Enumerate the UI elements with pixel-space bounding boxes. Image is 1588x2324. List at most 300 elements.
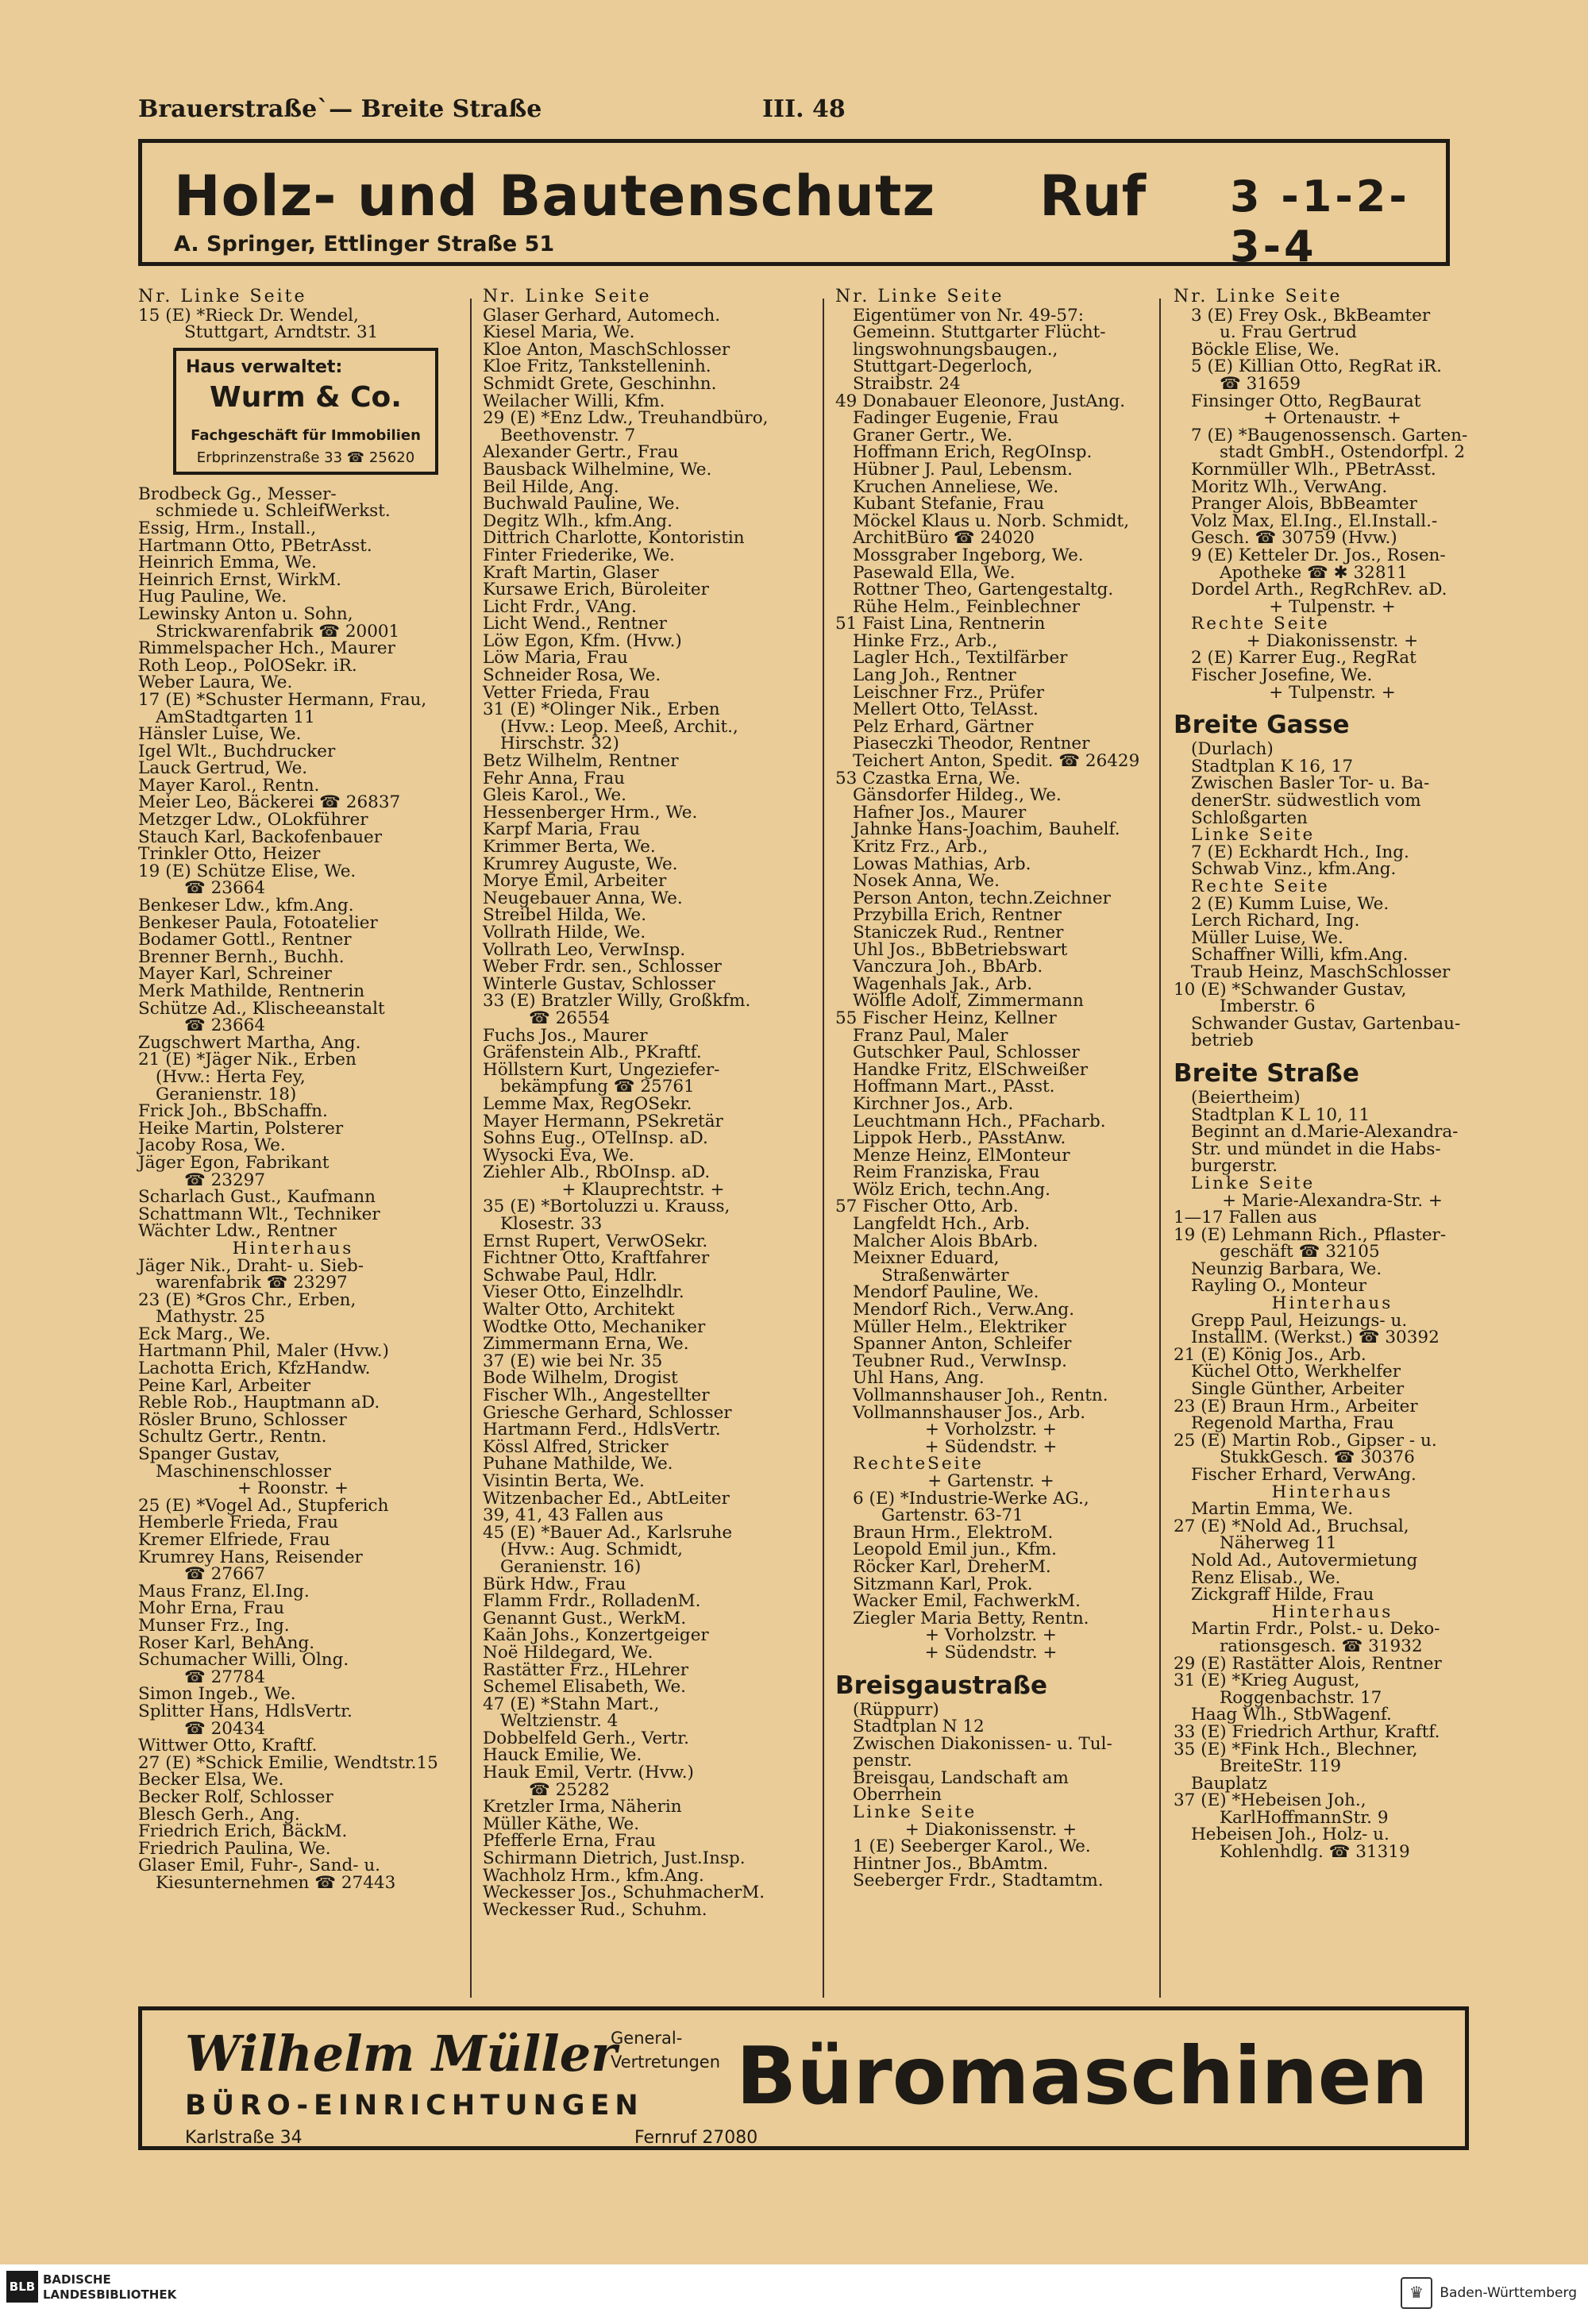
directory-line: Puhane Mathilde, We. xyxy=(483,1454,673,1474)
directory-line: Geranienstr. 18) xyxy=(156,1084,297,1104)
directory-line: Krumrey Hans, Reisender xyxy=(138,1547,363,1567)
directory-line: Rechte Seite xyxy=(1191,614,1330,634)
directory-line: Handke Fritz, ElSchweißer xyxy=(853,1059,1089,1080)
directory-line: Dordel Arth., RegRchRev. aD. xyxy=(1191,580,1447,600)
directory-line: Flamm Frdr., RolladenM. xyxy=(483,1591,701,1612)
directory-line: Hebeisen Joh., Holz- u. xyxy=(1191,1825,1390,1845)
directory-line: schmiede u. SchleifWerkst. xyxy=(156,501,391,522)
directory-line: Grepp Paul, Heizungs- u. xyxy=(1191,1310,1408,1331)
directory-line: Spanner Anton, Schleifer xyxy=(853,1334,1072,1355)
directory-line: Winterle Gustav, Schlosser xyxy=(483,973,715,994)
directory-line: Hinterhaus xyxy=(1271,1601,1393,1622)
directory-line: 37 (E) wie bei Nr. 35 xyxy=(483,1351,663,1371)
directory-line: lingswohnungsbaugen., xyxy=(853,339,1058,360)
directory-line: Lagler Hch., Textilfärber xyxy=(853,648,1068,669)
directory-line: 21 (E) *Jäger Nik., Erben xyxy=(138,1050,357,1070)
directory-line: Mayer Hermann, PSekretär xyxy=(483,1111,723,1131)
directory-line: Walter Otto, Architekt xyxy=(483,1300,675,1320)
directory-line: Wodtke Otto, Mechaniker xyxy=(483,1316,706,1337)
directory-line: Weber Frdr. sen., Schlosser xyxy=(483,957,722,977)
directory-line: (Hvw.: Leop. Meeß, Archit., xyxy=(500,716,738,737)
directory-line: Vollrath Leo, VerwInsp. xyxy=(483,939,686,960)
directory-line: Fischer Josefine, We. xyxy=(1191,665,1373,686)
directory-line: Eigentümer von Nr. 49-57: xyxy=(853,305,1085,326)
directory-line: Roth Leop., PolOSekr. iR. xyxy=(138,655,357,676)
directory-line: Visintin Berta, We. xyxy=(483,1470,645,1491)
directory-line: Vollmannshauser Jos., Arb. xyxy=(853,1402,1086,1423)
directory-line: Spanger Gustav, xyxy=(138,1444,280,1465)
directory-line: Mathystr. 25 xyxy=(156,1307,266,1328)
directory-line: 5 (E) Killian Otto, RegRat iR. xyxy=(1191,357,1442,377)
directory-line: Schwabe Paul, Hdlr. xyxy=(483,1265,658,1285)
directory-line: Schwab Vinz., kfm.Ang. xyxy=(1191,859,1397,880)
directory-line: 25 (E) Martin Rob., Gipser - u. xyxy=(1174,1430,1437,1451)
directory-line: Breite Gasse xyxy=(1174,711,1350,740)
directory-line: Löw Egon, Kfm. (Hvw.) xyxy=(483,630,682,651)
directory-line: Alexander Gertr., Frau xyxy=(483,442,679,463)
directory-line: 25 (E) *Vogel Ad., Stupferich xyxy=(138,1495,389,1516)
directory-line: 45 (E) *Bauer Ad., Karlsruhe xyxy=(483,1522,733,1543)
directory-line: Metzger Ldw., OLokführer xyxy=(138,810,368,831)
directory-line: Krimmer Berta, We. xyxy=(483,837,656,857)
directory-line: Streibel Hilda, We. xyxy=(483,905,647,926)
directory-line: Rastätter Frz., HLehrer xyxy=(483,1659,689,1680)
directory-line: Kretzler Irma, Näherin xyxy=(483,1797,682,1817)
directory-line: 51 Faist Lina, Rentnerin xyxy=(835,614,1046,634)
directory-line: Lachotta Erich, KfzHandw. xyxy=(138,1359,371,1379)
column-3 xyxy=(835,288,1147,1890)
directory-line: 10 (E) *Schwander Gustav, xyxy=(1174,979,1407,1000)
directory-line: Vetter Frieda, Frau xyxy=(483,682,650,703)
directory-line: Zugschwert Martha, Ang. xyxy=(138,1032,361,1053)
directory-line: 19 (E) Lehmann Rich., Pflaster- xyxy=(1174,1224,1447,1245)
directory-line: betrieb xyxy=(1191,1031,1254,1051)
directory-line: Kruchen Anneliese, We. xyxy=(853,476,1059,497)
directory-line: Kiesel Maria, We. xyxy=(483,322,635,343)
directory-line: Nosek Anna, We. xyxy=(853,871,1000,892)
directory-line: Nr. Linke Seite xyxy=(835,287,1004,306)
directory-line: Lemme Max, RegOSekr. xyxy=(483,1093,692,1114)
directory-line: Straßenwärter xyxy=(881,1265,1009,1285)
directory-line: Linke Seite xyxy=(1191,825,1316,846)
directory-line: Vollmannshauser Joh., Rentn. xyxy=(853,1386,1108,1405)
directory-line: Hübner J. Paul, Lebensm. xyxy=(853,459,1073,480)
directory-line: Pfefferle Erna, Frau xyxy=(483,1831,657,1852)
directory-line: Straibstr. 24 xyxy=(853,373,961,394)
directory-line: Lang Joh., Rentner xyxy=(853,665,1016,686)
directory-line: 9 (E) Ketteler Dr. Jos., Rosen- xyxy=(1191,545,1446,565)
directory-line: Hinke Frz., Arb., xyxy=(853,630,998,651)
directory-line: Beethovenstr. 7 xyxy=(500,425,636,445)
directory-line: Martin Emma, We. xyxy=(1191,1499,1354,1520)
directory-line: Zwischen Diakonissen- u. Tul- xyxy=(853,1733,1112,1754)
bottom-ad-address: Karlstraße 34 xyxy=(185,2128,303,2148)
column-4 xyxy=(1174,288,1491,1861)
directory-line: Buchwald Pauline, We. xyxy=(483,494,680,515)
directory-line: Karpf Maria, Frau xyxy=(483,819,641,840)
directory-line: Oberrhein xyxy=(853,1785,942,1806)
directory-line: Schattmann Wlt., Techniker xyxy=(138,1204,380,1224)
directory-line: burgerstr. xyxy=(1191,1156,1278,1177)
directory-line: Str. und mündet in die Habs- xyxy=(1191,1139,1441,1159)
directory-line: Benkeser Paula, Fotoatelier xyxy=(138,912,378,933)
directory-line: Kremer Elfriede, Frau xyxy=(138,1530,330,1550)
directory-line: 33 (E) Friedrich Arthur, Kraftf. xyxy=(1174,1721,1440,1742)
directory-line: Löw Maria, Frau xyxy=(483,648,628,669)
directory-line: Haag Wlh., StbWagenf. xyxy=(1191,1705,1392,1725)
directory-line: + Vorholzstr. + xyxy=(925,1420,1057,1440)
directory-line: Finsinger Otto, RegBaurat xyxy=(1191,391,1421,411)
directory-line: Wacker Emil, FachwerkM. xyxy=(853,1591,1081,1612)
directory-line: bekämpfung ☎ 25761 xyxy=(500,1077,695,1097)
directory-line: Fischer Wlh., Angestellter xyxy=(483,1386,710,1405)
directory-line: Schütze Ad., Klischeeanstalt xyxy=(138,998,385,1019)
directory-line: Beginnt an d.Marie-Alexandra- xyxy=(1191,1122,1459,1143)
directory-line: Gartenstr. 63-71 xyxy=(881,1505,1023,1526)
blb-logo-icon: BLB xyxy=(6,2271,38,2303)
hausverwaltung-ad xyxy=(173,348,438,475)
directory-line: Schultz Gertr., Rentn. xyxy=(138,1427,327,1447)
directory-line: + Diakonissenstr. + xyxy=(904,1819,1077,1840)
library-name xyxy=(43,2272,176,2303)
directory-line: Nr. Linke Seite xyxy=(1174,287,1343,306)
directory-line: Bauplatz xyxy=(1191,1773,1267,1794)
directory-line: Ziegler Maria Betty, Rentn. xyxy=(853,1608,1089,1628)
directory-line: ☎ 23664 xyxy=(184,878,266,899)
directory-line: 53 Czastka Erna, We. xyxy=(835,768,1021,788)
directory-line: Jahnke Hans-Joachim, Bauhelf. xyxy=(853,819,1120,840)
directory-line: Renz Elisab., We. xyxy=(1191,1567,1341,1588)
bottom-ad-phone: Fernruf 27080 xyxy=(634,2128,758,2148)
directory-line: Linke Seite xyxy=(1191,1173,1316,1193)
directory-line: Kloe Fritz, Tankstelleninh. xyxy=(483,357,711,377)
footer-bar xyxy=(0,2264,1588,2324)
directory-line: (Hvw.: Herta Fey, xyxy=(156,1066,306,1087)
directory-line: Kritz Frz., Arb., xyxy=(853,837,989,857)
directory-line: Kubant Stefanie, Frau xyxy=(853,494,1045,515)
directory-line: Apotheke ☎ ✱ 32811 xyxy=(1220,562,1408,583)
directory-line: (Rüppurr) xyxy=(853,1699,939,1720)
directory-line: Leopold Emil jun., Kfm. xyxy=(853,1540,1057,1560)
bottom-ad-name: Wilhelm Müller xyxy=(185,2025,617,2083)
directory-line: Hirschstr. 32) xyxy=(500,734,619,754)
directory-line: Gräfenstein Alb., PKraftf. xyxy=(483,1043,702,1063)
directory-line: ArchitBüro ☎ 24020 xyxy=(853,528,1035,549)
directory-line: Mendorf Pauline, We. xyxy=(853,1282,1039,1303)
directory-line: Mohr Erna, Frau xyxy=(138,1598,285,1619)
directory-line: Friedrich Paulina, We. xyxy=(138,1838,331,1859)
directory-line: + Roonstr. + xyxy=(237,1478,349,1499)
directory-line: 17 (E) *Schuster Hermann, Frau, xyxy=(138,689,427,710)
directory-line: 27 (E) *Schick Emilie, Wendtstr.15 xyxy=(138,1752,438,1773)
directory-line: Pasewald Ella, We. xyxy=(853,562,1016,583)
directory-line: Maschinenschlosser xyxy=(156,1461,331,1482)
directory-line: Piaseczki Theodor, Rentner xyxy=(853,734,1090,754)
directory-line: Jacoby Rosa, We. xyxy=(138,1135,286,1156)
directory-line: Müller Helm., Elektriker xyxy=(853,1316,1066,1337)
directory-line: Heinrich Ernst, WirkM. xyxy=(138,569,341,590)
directory-line: Seeberger Frdr., Stadtamtm. xyxy=(853,1871,1104,1891)
directory-line: Hafner Jos., Maurer xyxy=(853,802,1027,823)
directory-line: Vanczura Joh., BbArb. xyxy=(853,957,1043,977)
directory-line: Weilacher Willi, Kfm. xyxy=(483,391,665,411)
directory-line: Fischer Erhard, VerwAng. xyxy=(1191,1465,1416,1485)
box-sub: Fachgeschäft für Immobilien xyxy=(191,426,421,444)
directory-line: Stauch Karl, Backofenbauer xyxy=(138,827,383,847)
directory-line: Linke Seite xyxy=(853,1802,977,1823)
directory-line: Blesch Gerh., Ang. xyxy=(138,1804,300,1825)
directory-line: Noë Hildegard, We. xyxy=(483,1642,653,1663)
directory-line: Rechte Seite xyxy=(1191,877,1330,896)
directory-line: rationsgesch. ☎ 31932 xyxy=(1220,1636,1423,1656)
directory-line: Becker Elsa, We. xyxy=(138,1770,284,1790)
directory-line: Przybilla Erich, Rentner xyxy=(853,905,1062,926)
directory-line: Breisgaustraße xyxy=(835,1671,1047,1700)
directory-line: Wölz Erich, techn.Ang. xyxy=(853,1179,1050,1200)
directory-line: Gänsdorfer Hildeg., We. xyxy=(853,785,1062,806)
bottom-ad-big: Büromaschinen xyxy=(736,2029,1428,2122)
directory-line: ☎ 27784 xyxy=(184,1667,266,1687)
directory-line: Igel Wlt., Buchdrucker xyxy=(138,741,336,761)
directory-line: Leuchtmann Hch., PFacharb. xyxy=(853,1111,1106,1131)
directory-line: + Tulpenstr. + xyxy=(1269,596,1396,617)
directory-line: (Beiertheim) xyxy=(1191,1087,1301,1108)
directory-line: Kirchner Jos., Arb. xyxy=(853,1093,1014,1114)
page-number: III. 48 xyxy=(762,95,846,123)
directory-line: Friedrich Erich, BäckM. xyxy=(138,1821,348,1842)
directory-line: Heinrich Emma, We. xyxy=(138,553,317,573)
directory-line: Hug Pauline, We. xyxy=(138,587,287,607)
directory-line: Bode Wilhelm, Drogist xyxy=(483,1368,678,1389)
directory-line: Benkeser Ldw., kfm.Ang. xyxy=(138,896,354,916)
directory-line: Wächter Ldw., Rentner xyxy=(138,1221,337,1242)
column-divider xyxy=(823,299,824,1998)
directory-line: Regenold Martha, Frau xyxy=(1191,1413,1394,1434)
directory-line: Merk Mathilde, Rentnerin xyxy=(138,981,365,1001)
directory-line: Krumrey Auguste, We. xyxy=(483,854,678,874)
directory-line: Hauk Emil, Vertr. (Hvw.) xyxy=(483,1763,694,1783)
directory-line: Vollrath Hilde, We. xyxy=(483,922,646,942)
directory-line: Uhl Jos., BbBetriebswart xyxy=(853,939,1068,960)
directory-line: + Gartenstr. + xyxy=(927,1470,1054,1491)
directory-line: 23 (E) *Gros Chr., Erben, xyxy=(138,1289,357,1310)
directory-line: 37 (E) *Hebeisen Joh., xyxy=(1174,1790,1366,1811)
directory-line: BreiteStr. 119 xyxy=(1220,1756,1342,1777)
directory-line: Müller Luise, We. xyxy=(1191,927,1343,948)
directory-line: Martin Frdr., Polst.- u. Deko- xyxy=(1191,1619,1440,1640)
directory-line: Hauck Emilie, We. xyxy=(483,1745,642,1766)
directory-line: Neugebauer Anna, We. xyxy=(483,888,683,908)
directory-line: Rühe Helm., Feinblechner xyxy=(853,596,1080,617)
directory-line: Fehr Anna, Frau xyxy=(483,768,625,788)
directory-line: Bodamer Gottl., Rentner xyxy=(138,930,352,950)
box-label: Haus verwaltet: xyxy=(186,357,343,377)
directory-line: penstr. xyxy=(853,1751,912,1771)
directory-line: Finter Friederike, We. xyxy=(483,545,675,565)
directory-line: Vieser Otto, Einzelhdlr. xyxy=(483,1282,684,1303)
directory-line: Weltzienstr. 4 xyxy=(500,1711,619,1732)
directory-line: Degitz Wlh., kfm.Ang. xyxy=(483,511,673,531)
directory-line: Klosestr. 33 xyxy=(500,1214,603,1235)
directory-line: Menze Heinz, ElMonteur xyxy=(853,1145,1070,1166)
directory-line: Morye Emil, Arbeiter xyxy=(483,871,667,892)
directory-line: + Marie-Alexandra-Str. + xyxy=(1222,1190,1443,1211)
directory-line: + Vorholzstr. + xyxy=(925,1625,1057,1646)
directory-line: Kraft Martin, Glaser xyxy=(483,562,659,583)
directory-line: 21 (E) König Jos., Arb. xyxy=(1174,1344,1366,1365)
directory-line: Person Anton, techn.Zeichner xyxy=(853,888,1111,908)
directory-line: AmStadtgarten 11 xyxy=(156,707,315,727)
directory-line: + Ortenaustr. + xyxy=(1263,408,1401,429)
directory-line: Staniczek Rud., Rentner xyxy=(853,922,1064,942)
directory-line: warenfabrik ☎ 23297 xyxy=(156,1273,348,1293)
directory-line: ☎ 31659 xyxy=(1220,373,1301,394)
directory-line: Glaser Emil, Fuhr-, Sand- u. xyxy=(138,1856,380,1876)
directory-line: Möckel Klaus u. Norb. Schmidt, xyxy=(853,511,1130,531)
directory-line: 47 (E) *Stahn Mart., xyxy=(483,1694,660,1714)
directory-line: Schemel Elisabeth, We. xyxy=(483,1677,687,1698)
directory-line: RechteSeite xyxy=(853,1454,984,1474)
directory-line: Lerch Richard, Ing. xyxy=(1191,911,1360,931)
directory-line: + Tulpenstr. + xyxy=(1269,682,1396,703)
directory-line: Scharlach Gust., Kaufmann xyxy=(138,1187,376,1208)
directory-line: 3 (E) Frey Osk., BkBeamter xyxy=(1191,305,1431,326)
directory-line: Brodbeck Gg., Messer- xyxy=(138,484,337,504)
directory-line: 57 Fischer Otto, Arb. xyxy=(835,1197,1019,1217)
directory-line: Hinterhaus xyxy=(1271,1293,1393,1314)
directory-line: Rottner Theo, Gartengestaltg. xyxy=(853,580,1114,600)
directory-line: geschäft ☎ 32105 xyxy=(1220,1242,1380,1262)
directory-line: Stadtplan K L 10, 11 xyxy=(1191,1104,1370,1125)
directory-line: Reble Rob., Hauptmann aD. xyxy=(138,1393,380,1413)
directory-line: 55 Fischer Heinz, Kellner xyxy=(835,1008,1057,1028)
directory-line: Traub Heinz, MaschSchlosser xyxy=(1191,962,1451,982)
directory-line: Hartmann Phil, Maler (Hvw.) xyxy=(138,1341,389,1362)
directory-line: ☎ 25282 xyxy=(529,1779,611,1800)
directory-line: Schmidt Grete, Geschinhn. xyxy=(483,373,717,394)
directory-line: 2 (E) Karrer Eug., RegRat xyxy=(1191,648,1416,669)
directory-line: Pranger Alois, BbBeamter xyxy=(1191,494,1417,515)
directory-line: Schumacher Willi, Olng. xyxy=(138,1650,349,1671)
directory-line: Schneider Rosa, We. xyxy=(483,665,661,686)
directory-line: Wittwer Otto, Kraftf. xyxy=(138,1736,318,1756)
directory-line: Griesche Gerhard, Schlosser xyxy=(483,1402,732,1423)
directory-line: Wysocki Eva, We. xyxy=(483,1145,634,1166)
directory-line: Splitter Hans, HdlsVertr. xyxy=(138,1701,353,1721)
directory-line: Meixner Eduard, xyxy=(853,1248,1000,1269)
column-1 xyxy=(138,288,448,1891)
directory-line: 7 (E) Eckhardt Hch., Ing. xyxy=(1191,842,1409,862)
directory-line: Langfeldt Hch., Arb. xyxy=(853,1214,1031,1235)
directory-line: Hoffmann Mart., PAsst. xyxy=(853,1077,1055,1097)
directory-line: 15 (E) *Rieck Dr. Wendel, xyxy=(138,305,359,326)
directory-line: 23 (E) Braun Hrm., Arbeiter xyxy=(1174,1396,1418,1416)
directory-line: Kloe Anton, MaschSchlosser xyxy=(483,339,730,360)
directory-line: + Südendstr. + xyxy=(924,1642,1058,1663)
directory-line: Wagenhals Jak., Arb. xyxy=(853,973,1033,994)
directory-line: InstallM. (Werkst.) ☎ 30392 xyxy=(1191,1328,1440,1348)
directory-line: Brenner Bernh., Buchh. xyxy=(138,946,345,967)
directory-line: Rösler Bruno, Schlosser xyxy=(138,1409,347,1430)
directory-line: Moritz Wlh., VerwAng. xyxy=(1191,476,1388,497)
directory-line: 29 (E) *Enz Ldw., Treuhandbüro, xyxy=(483,408,769,429)
directory-line: denerStr. südwestlich vom xyxy=(1191,791,1421,811)
directory-line: Breite Straße xyxy=(1174,1058,1359,1088)
directory-line: Nold Ad., Autovermietung xyxy=(1191,1550,1418,1571)
directory-line: Graner Gertr., We. xyxy=(853,425,1013,445)
directory-line: 7 (E) *Baugenossensch. Garten- xyxy=(1191,425,1468,445)
directory-line: Zickgraff Hilde, Frau xyxy=(1191,1585,1374,1605)
directory-line: 35 (E) *Fink Hch., Blechner, xyxy=(1174,1739,1418,1759)
box-address: Erbprinzenstraße 33 ☎ 25620 xyxy=(196,449,415,466)
directory-line: 2 (E) Kumm Luise, We. xyxy=(1191,893,1390,914)
directory-line: Lippok Herb., PAsstAnw. xyxy=(853,1128,1066,1149)
directory-line: Kohlenhdlg. ☎ 31319 xyxy=(1220,1842,1410,1863)
directory-line: 31 (E) *Olinger Nik., Erben xyxy=(483,700,720,720)
directory-line: 19 (E) Schütze Elise, We. xyxy=(138,861,357,881)
top-ad-address: A. Springer, Ettlinger Straße 51 xyxy=(174,232,555,256)
coat-of-arms-icon: ♛ xyxy=(1401,2277,1432,2309)
directory-line: Lowas Mathias, Arb. xyxy=(853,854,1031,874)
directory-line: Jäger Egon, Fabrikant xyxy=(138,1152,330,1173)
directory-line: Hemberle Frieda, Frau xyxy=(138,1513,338,1533)
directory-line: Schirmann Dietrich, Just.Insp. xyxy=(483,1848,746,1869)
directory-line: 1—17 Fallen aus xyxy=(1174,1208,1317,1228)
directory-line: Kursawe Erich, Büroleiter xyxy=(483,580,709,600)
directory-line: Hänsler Luise, We. xyxy=(138,724,302,745)
directory-line: 49 Donabauer Eleonore, JustAng. xyxy=(835,391,1126,411)
directory-line: (Hvw.: Aug. Schmidt, xyxy=(500,1540,683,1560)
directory-line: Teichert Anton, Spedit. ☎ 26429 xyxy=(853,751,1140,772)
directory-line: Röcker Karl, DreherM. xyxy=(853,1556,1051,1577)
directory-line: Stuttgart-Degerloch, xyxy=(853,357,1033,377)
directory-line: Lauck Gertrud, We. xyxy=(138,758,308,779)
directory-line: Braun Hrm., ElektroM. xyxy=(853,1522,1054,1543)
directory-line: Weckesser Rud., Schuhm. xyxy=(483,1899,707,1920)
directory-line: 39, 41, 43 Fallen aus xyxy=(483,1505,664,1526)
top-advertisement xyxy=(138,139,1450,272)
directory-line: Hartmann Ferd., HdlsVertr. xyxy=(483,1420,721,1440)
directory-line: Stuttgart, Arndtstr. 31 xyxy=(184,322,379,343)
directory-line: Sohns Eug., OTelInsp. aD. xyxy=(483,1128,708,1149)
directory-line: Fichtner Otto, Kraftfahrer xyxy=(483,1248,710,1269)
directory-line: 33 (E) Bratzler Willy, Großkfm. xyxy=(483,991,751,1012)
directory-line: + Diakonissenstr. + xyxy=(1246,630,1419,651)
directory-line: KarlHoffmannStr. 9 xyxy=(1220,1807,1389,1828)
directory-line: ☎ 26554 xyxy=(529,1008,611,1028)
directory-line: Volz Max, El.Ing., El.Install.- xyxy=(1191,511,1438,531)
column-divider xyxy=(1159,299,1161,1998)
directory-line: Fuchs Jos., Maurer xyxy=(483,1025,648,1046)
directory-line: Maus Franz, El.Ing. xyxy=(138,1581,310,1601)
directory-line: Mossgraber Ingeborg, We. xyxy=(853,545,1084,565)
directory-line: Pelz Erhard, Gärtner xyxy=(853,716,1034,737)
directory-line: Ziehler Alb., RbOInsp. aD. xyxy=(483,1162,711,1183)
directory-line: Sitzmann Karl, Prok. xyxy=(853,1574,1033,1594)
directory-line: 6 (E) *Industrie-Werke AG., xyxy=(853,1488,1089,1509)
directory-line: Schaffner Willi, kfm.Ang. xyxy=(1191,945,1409,965)
directory-line: Kössl Alfred, Stricker xyxy=(483,1436,669,1457)
directory-line: Stadtplan K 16, 17 xyxy=(1191,756,1354,777)
directory-line: Uhl Hans, Ang. xyxy=(853,1368,985,1389)
library-name-2: LANDESBIBLIOTHEK xyxy=(43,2287,177,2302)
directory-line: Schloßgarten xyxy=(1191,807,1308,828)
directory-line: 1 (E) Seeberger Karol., We. xyxy=(853,1836,1091,1857)
directory-line: Böckle Elise, We. xyxy=(1191,339,1340,360)
directory-line: Leischner Frz., Prüfer xyxy=(853,682,1045,703)
directory-line: Ernst Rupert, VerwOSekr. xyxy=(483,1231,708,1251)
state-name: Baden-Württemberg xyxy=(1440,2285,1577,2301)
